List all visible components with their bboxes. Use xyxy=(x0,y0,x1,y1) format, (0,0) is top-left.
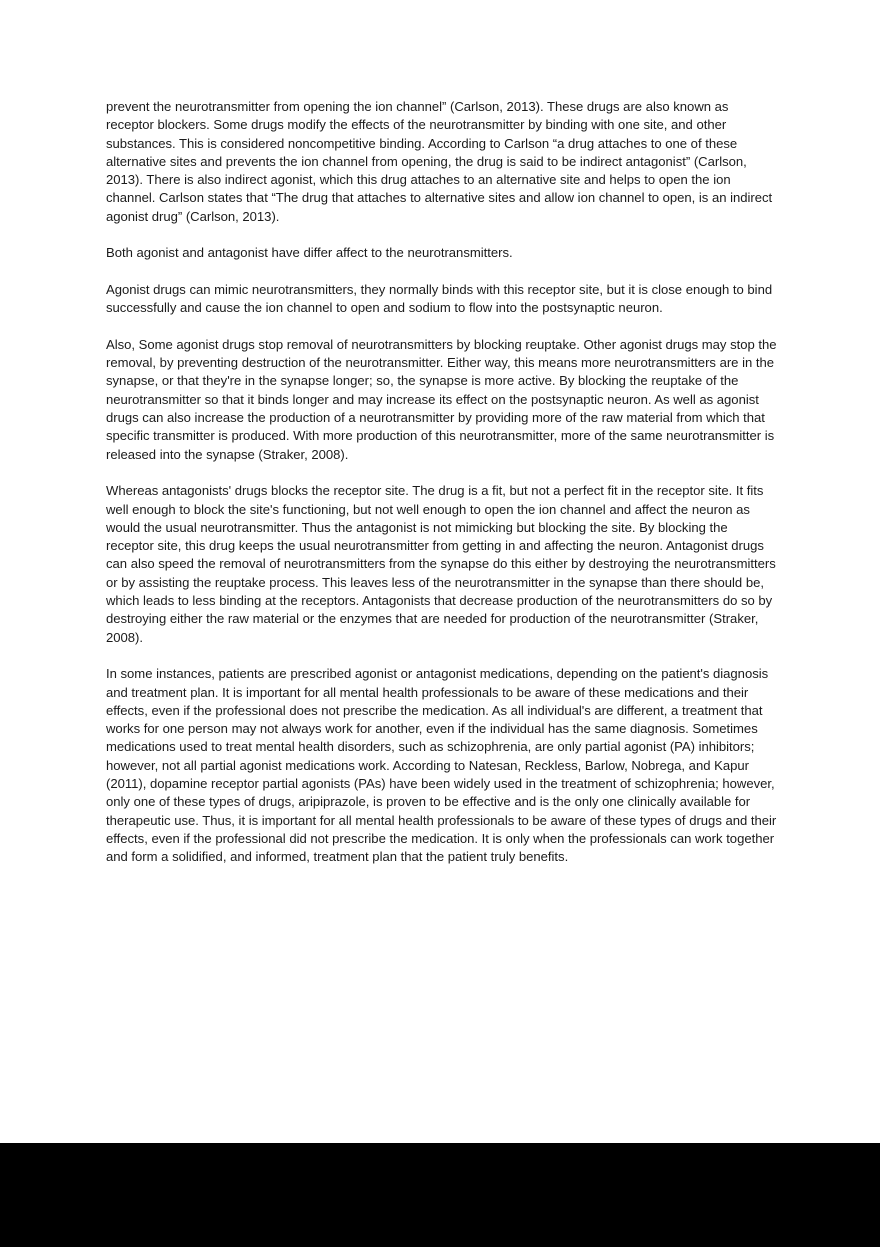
document-text-column xyxy=(106,98,778,866)
paragraph-3: Agonist drugs can mimic neurotransmitters, they normally binds with this receptor site, but it is close enough to bind successfully and cause the ion channel to open and sodium to flow into the postsynaptic neuron. xyxy=(106,281,773,316)
paragraph-5: Whereas antagonists' drugs blocks the receptor site. The drug is a fit, but not a perfect fit in the receptor site. It fits well enough to block the site's functioning, but not well enough to open the ion channel and affect the neuron as would the usual neurotransmitter. Thus the antagonist is not mimicking but blocking the site. By blocking the receptor site, this drug keeps the usual neurotransmitter from getting in and affecting the neuron. Antagonist drugs can also speed the removal of neurotransmitters from the synapse do this either by destroying the neurotransmitters or by assisting the reuptake process. This leaves less of the neurotransmitter in the synapse than there should be, which leads to less binding at the receptors. Antagonists that decrease production of the neurotransmitters do so by destroying either the raw material or the enzymes that are needed for production of the neurotransmitter (Straker, 2008). xyxy=(106,483,776,645)
paragraph-2: Both agonist and antagonist have differ affect to the neurotransmitters. xyxy=(106,245,513,261)
paragraph-6: In some instances, patients are prescribed agonist or antagonist medications, depending on the patient's diagnosis and treatment plan. It is important for all mental health professionals to be aware of these medications and their effects, even if the professional does not prescribe the medication. As all individual's are different, a treatment that works for one person may not always work for another, even if the individual has the same diagnosis. Sometimes medications used to treat mental health disorders, such as schizophrenia, are only partial agonist (PA) inhibitors; however, not all partial agonist medications work. According to Natesan, Reckless, Barlow, Nobrega, and Kapur (2011), dopamine receptor partial agonists (PAs) have been widely used in the treatment of schizophrenia; however, only one of these types of drugs, aripiprazole, is proven to be effective and is the only one clinically available for therapeutic use. Thus, it is important for all mental health professionals to be aware of these types of drugs and their effects, even if the professional did not prescribe the medication. It is only when the professionals can work together and form a solidified, and informed, treatment plan that the patient truly benefits. xyxy=(106,666,777,865)
page-footer-black-bar xyxy=(0,1143,880,1247)
paragraph-4: Also, Some agonist drugs stop removal of neurotransmitters by blocking reuptake. Other agonist drugs may stop the removal, by preventing destruction of the neurotransmitter. Either way, this means more neurotransmitters are in the synapse, or that they're in the synapse longer; so, the synapse is more active. By blocking the reuptake of the neurotransmitter so that it binds longer and may increase its effect on the postsynaptic neuron. As well as agonist drugs can also increase the production of a neurotransmitter by providing more of the raw material from which that specific transmitter is produced. With more production of this neurotransmitter, more of the same neurotransmitter is released into the synapse (Straker, 2008). xyxy=(106,336,777,462)
paragraph-1: prevent the neurotransmitter from opening the ion channel” (Carlson, 2013). These drugs are also known as receptor blockers. Some drugs modify the effects of the neurotransmitter by binding with one site, and other substances. This is considered noncompetitive binding. According to Carlson “a drug attaches to one of these alternative sites and prevents the ion channel from opening, the drug is said to be indirect antagonist” (Carlson, 2013). There is also indirect agonist, which this drug attaches to an alternative site and helps to open the ion channel. Carlson states that “The drug that attaches to alternative sites and allow ion channel to open, is an indirect agonist drug” (Carlson, 2013). xyxy=(106,99,773,224)
